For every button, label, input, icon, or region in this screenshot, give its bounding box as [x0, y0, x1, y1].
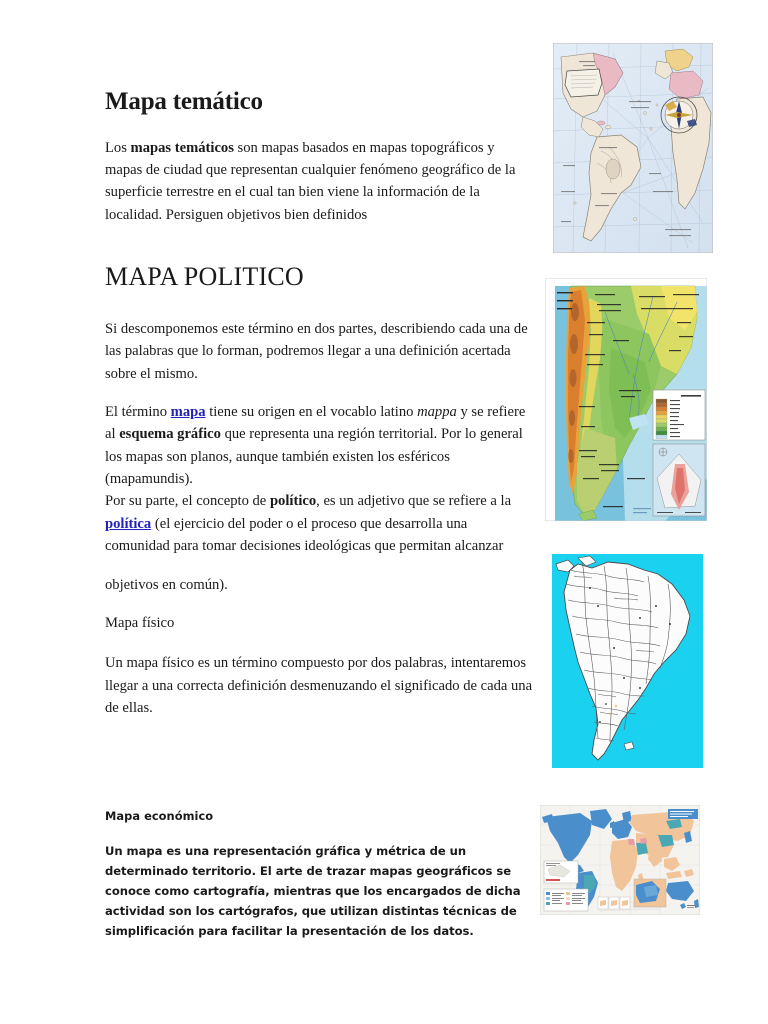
link-politica[interactable]: política [105, 515, 152, 532]
politico-p3-b: , es un adjetivo que se refiere a la [316, 493, 512, 510]
bold-esquema-grafico: esquema gráfico [119, 426, 221, 443]
politico-p2-d: que representa una región territorial. Por lo general los mapas son planos, aunque también existen los esféricos (mapamundis). [105, 426, 523, 487]
politico-p2-a: El término [105, 403, 171, 420]
document-text-column [105, 88, 535, 942]
historical-atlantic-map [553, 43, 713, 253]
politico-paragraph-2 [105, 401, 535, 490]
world-economic-thematic-map [540, 805, 700, 915]
politico-p3-a: Por su parte, el concepto de [105, 493, 270, 510]
argentina-physical-relief-map [545, 278, 707, 521]
intro-bold-term: mapas temáticos [130, 139, 234, 156]
intro-lead: Los [105, 139, 131, 156]
bold-politico: político [269, 493, 317, 510]
politico-p3-c: (el ejercicio del poder o el proceso que desarrolla una comunidad para tomar decisiones ideológicas que permitan alcanzar [105, 515, 504, 554]
label-mapa-fisico: Mapa físico [105, 614, 175, 631]
politico-p2-b: tiene su origen en el vocablo latino [205, 403, 418, 420]
italic-mappa: mappa [417, 403, 457, 420]
politico-paragraph-3 [105, 490, 535, 557]
south-america-political-outline-map [552, 554, 703, 768]
heading-mapa-politico: MAPA POLITICO [105, 262, 304, 292]
fisico-paragraph: Un mapa físico es un término compuesto por dos palabras, intentaremos llegar a una correcta definición desmenuzando el significado de cada una de ellas. [105, 655, 533, 717]
politico-paragraph-4: objetivos en común). [105, 577, 228, 594]
page-title: Mapa temático [105, 88, 263, 115]
link-mapa[interactable]: mapa [170, 403, 206, 420]
intro-rest: son mapas basados en mapas topográficos y mapas de ciudad que representan cualquier fenómeno geográfico de la superficie terrestre en el cual tan bien viene la información de la localidad. Persiguen objetivos bien definidos [105, 139, 516, 223]
heading-mapa-economico: Mapa económico [105, 809, 214, 824]
politico-p2-c: y se refiere al [105, 403, 526, 443]
economic-section [105, 809, 535, 942]
politico-paragraph-1: Si descomponemos este término en dos partes, describiendo cada una de las palabras que lo forman, podremos llegar a una definición acertada sobre el mismo. [105, 320, 528, 382]
economico-paragraph: Un mapa es una representación gráfica y métrica de un determinado territorio. El arte de trazar mapas geográficos se conoce como cartografía, mientras que los encargados de dicha actividad son los cartógrafos, que utilizan distintas técnicas de simplificación para facilitar la presentación de los datos. [105, 844, 521, 939]
intro-paragraph [105, 137, 535, 226]
